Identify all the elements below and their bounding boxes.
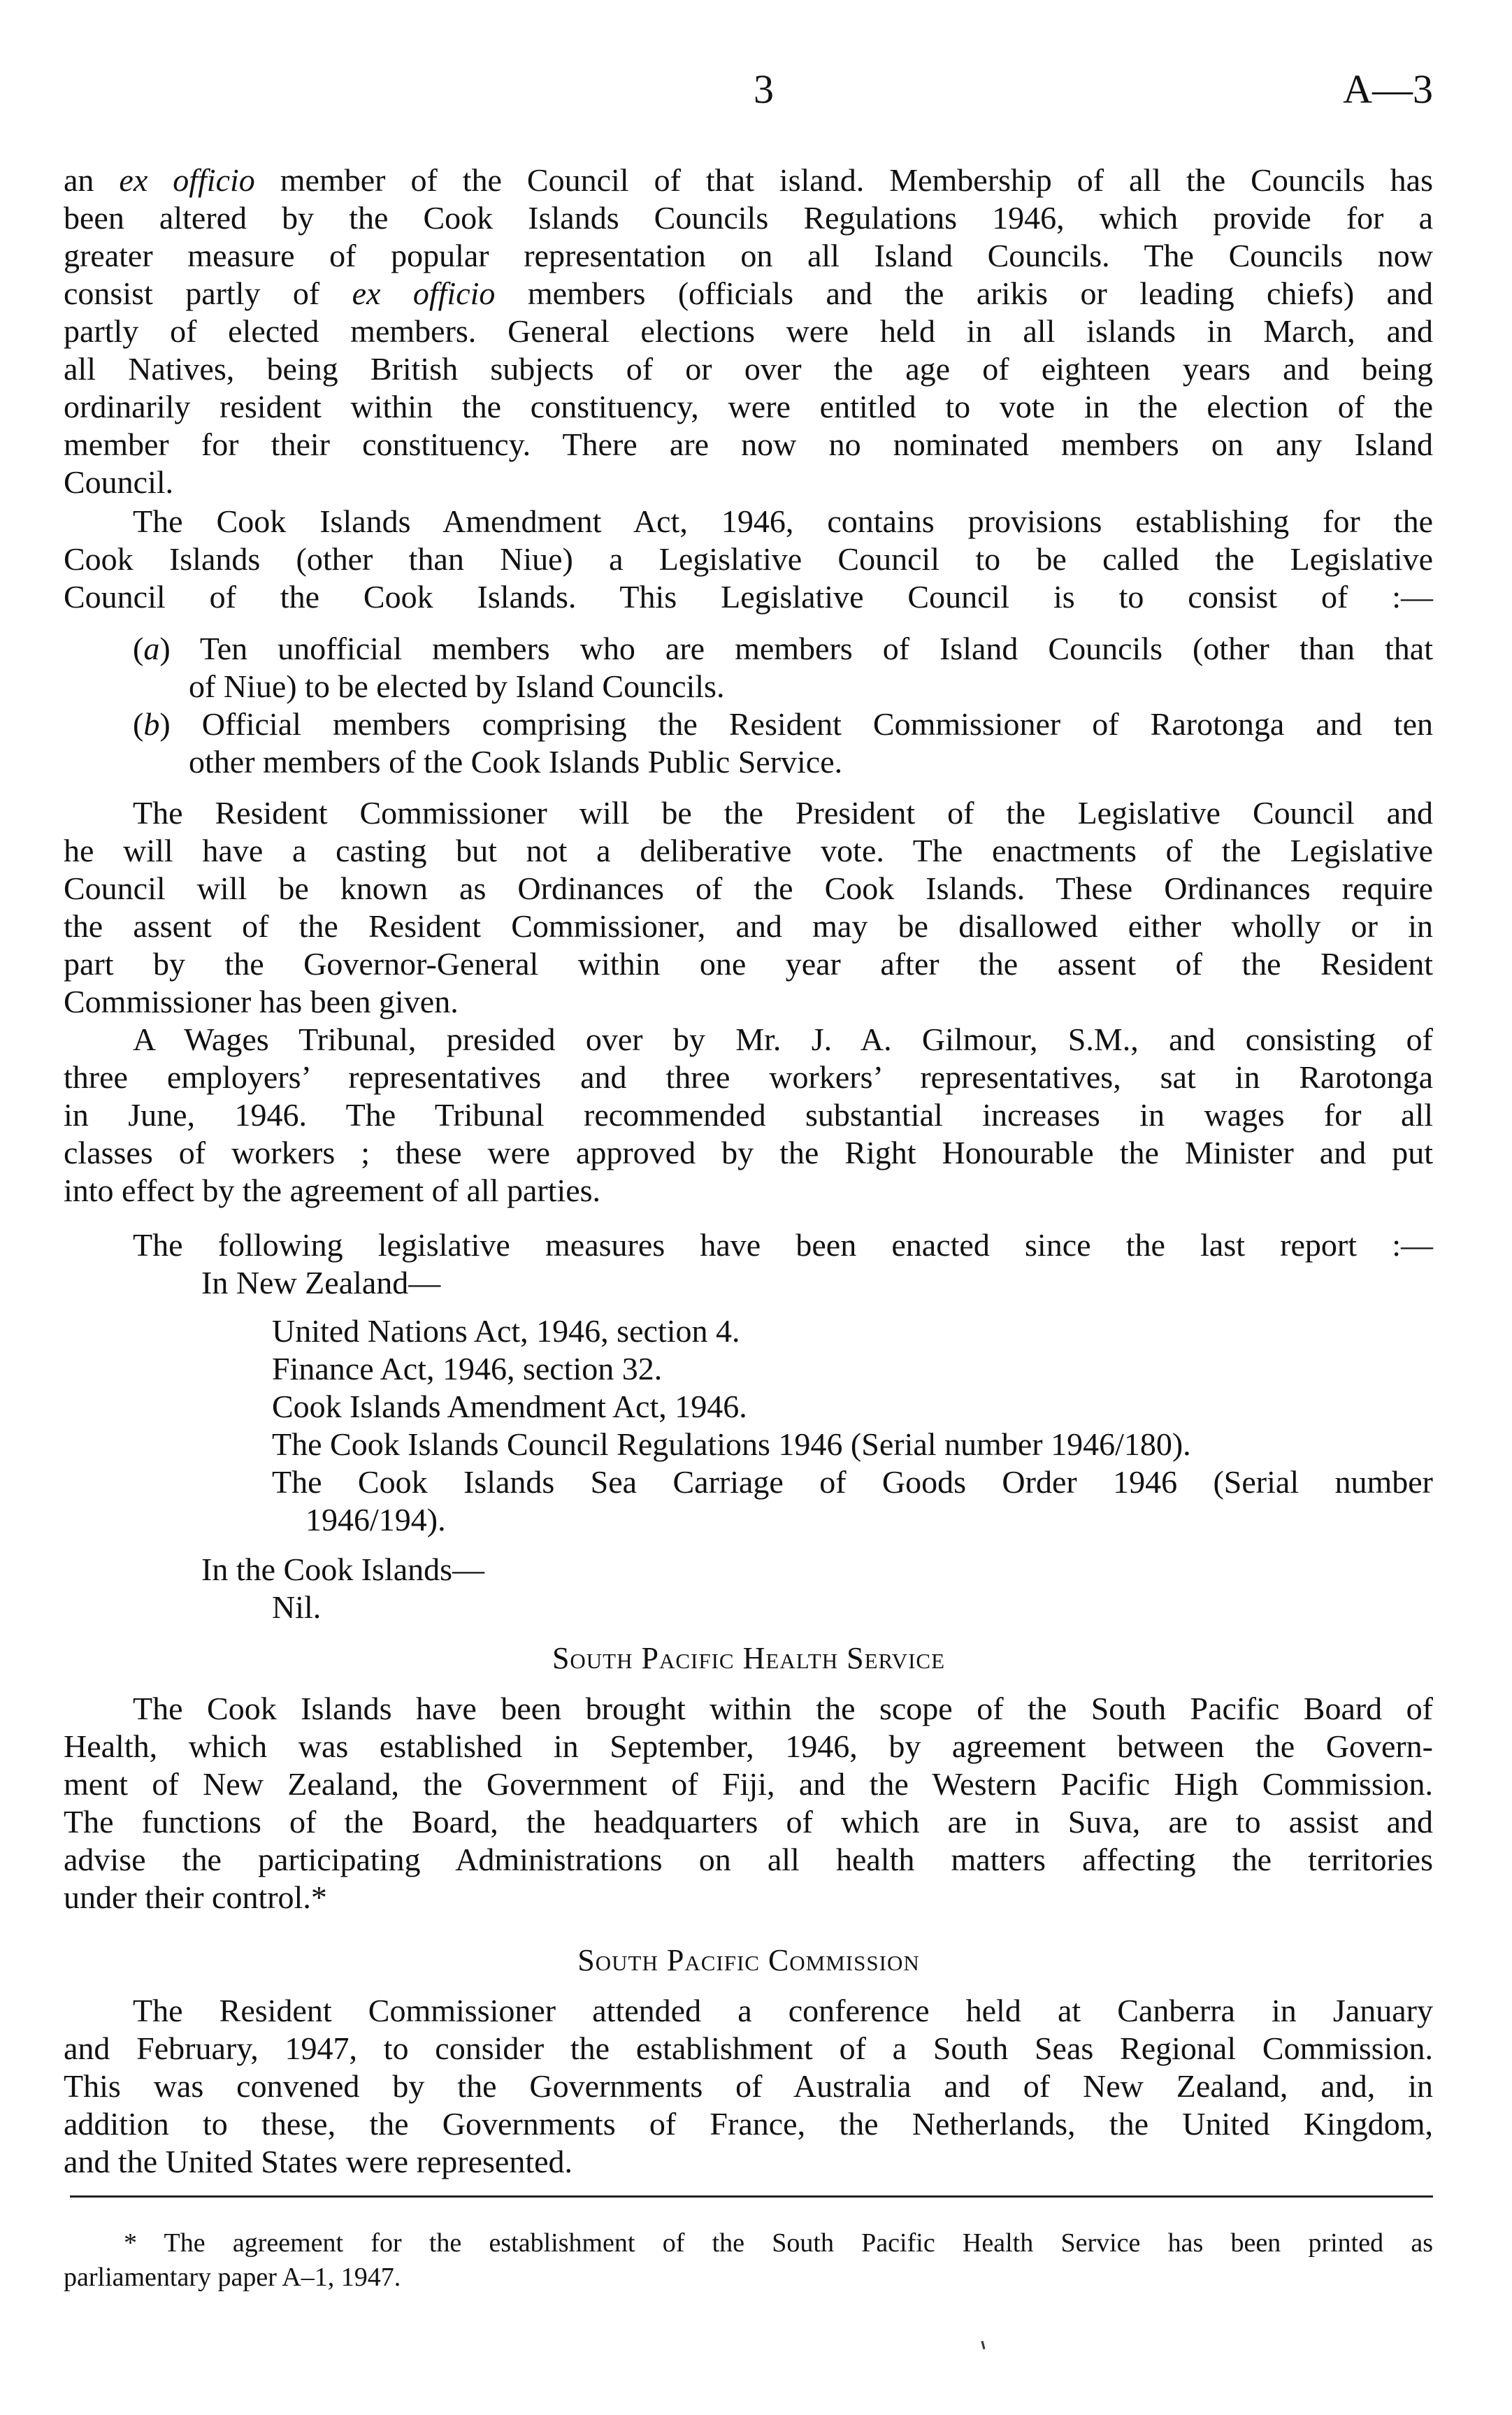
section-heading-south-pacific-commission: South Pacific Commission xyxy=(577,1943,920,1977)
text-segment: he will have a casting but not a deliberative vote. The enactments of the Legislative xyxy=(64,833,1433,869)
text-segment: United Nations Act, 1946, section 4. xyxy=(272,1313,740,1349)
text-line xyxy=(64,1803,1433,1841)
text-line xyxy=(64,1172,1433,1210)
text-segment: member for their constituency. There are now no nominated members on any Island xyxy=(64,427,1433,463)
text-line xyxy=(133,794,1433,832)
text-segment: The functions of the Board, the headquarters of which are in Suva, are to assist and xyxy=(64,1804,1433,1840)
text-segment: ( xyxy=(133,705,144,742)
text-segment: all Natives, being British subjects of or over the age of eighteen years and being xyxy=(64,351,1433,387)
text-line xyxy=(272,1589,1433,1626)
text-line xyxy=(64,1134,1433,1172)
text-segment: an xyxy=(64,162,120,199)
text-line xyxy=(133,630,1433,668)
text-line xyxy=(201,1264,1433,1302)
text-segment: Cook Islands (other than Niue) a Legislative Council to be called the Legislative xyxy=(64,541,1433,578)
text-segment: under their control.* xyxy=(64,1879,327,1916)
italic-text: ex officio xyxy=(352,275,496,312)
text-line xyxy=(64,1059,1433,1096)
text-segment: members (officials and the arikis or leading chiefs) and xyxy=(495,275,1433,312)
text-line xyxy=(64,237,1433,275)
text-segment: in June, 1946. The Tribunal recommended substantial increases in wages for all xyxy=(64,1097,1433,1133)
text-line xyxy=(64,983,1433,1021)
text-segment: been altered by the Cook Islands Councils Regulations 1946, which provide for a xyxy=(64,200,1433,236)
text-segment: ( xyxy=(133,630,144,666)
text-line xyxy=(305,1501,1433,1539)
text-line xyxy=(64,2105,1433,2143)
text-segment: This was convened by the Governments of Australia and of New Zealand, and, in xyxy=(64,2068,1433,2105)
text-line xyxy=(64,2260,1433,2295)
text-segment: Finance Act, 1946, section 32. xyxy=(272,1351,663,1387)
text-segment: ordinarily resident within the constituency, were entitled to vote in the election of the xyxy=(64,389,1433,425)
italic-text: a xyxy=(143,630,160,666)
text-segment: The Cook Islands Amendment Act, 1946, contains provisions establishing for the xyxy=(133,503,1433,540)
footnote-divider xyxy=(70,2195,1433,2198)
text-line xyxy=(64,388,1433,426)
text-line xyxy=(64,832,1433,870)
text-segment: The Cook Islands Sea Carriage of Goods Order 1946 (Serial number xyxy=(272,1464,1433,1500)
text-segment: Cook Islands Amendment Act, 1946. xyxy=(272,1389,747,1425)
stray-mark xyxy=(981,2341,985,2349)
text-line xyxy=(272,1426,1433,1463)
text-segment: consist partly of xyxy=(64,275,352,312)
text-segment: The Resident Commissioner attended a conference held at Canberra in January xyxy=(133,1993,1433,2029)
text-segment: In the Cook Islands— xyxy=(201,1552,485,1588)
text-line xyxy=(64,908,1433,945)
text-line xyxy=(64,275,1433,313)
text-segment: 1946/194). xyxy=(305,1502,446,1538)
text-line xyxy=(64,540,1433,578)
text-line xyxy=(189,743,1433,781)
page-number: 3 xyxy=(754,66,774,112)
text-line xyxy=(133,1021,1433,1059)
text-line xyxy=(272,1350,1433,1388)
text-line xyxy=(64,1765,1433,1803)
text-line xyxy=(64,350,1433,388)
text-line xyxy=(64,1728,1433,1765)
text-line xyxy=(64,1841,1433,1879)
text-line xyxy=(272,1463,1433,1501)
text-segment: and the United States were represented. xyxy=(64,2144,573,2180)
text-segment: classes of workers ; these were approved by the Right Honourable the Minister and put xyxy=(64,1135,1433,1171)
text-line xyxy=(64,199,1433,237)
text-line xyxy=(272,1312,1433,1350)
text-segment: other members of the Cook Islands Public Service. xyxy=(189,743,843,780)
text-line xyxy=(133,1226,1433,1264)
text-line xyxy=(64,1879,1433,1916)
text-line xyxy=(64,2143,1433,2181)
text-line xyxy=(64,2068,1433,2105)
text-segment: parliamentary paper A–1, 1947. xyxy=(64,2263,401,2293)
text-line xyxy=(201,1551,1433,1589)
text-segment: partly of elected members. General elections were held in all islands in March, and xyxy=(64,313,1433,350)
text-segment: greater measure of popular representation on all Island Councils. The Councils now xyxy=(64,238,1433,274)
text-line xyxy=(64,1096,1433,1134)
text-segment: of Niue) to be elected by Island Councils. xyxy=(189,668,725,704)
text-segment: into effect by the agreement of all parties. xyxy=(64,1173,601,1209)
text-segment: Health, which was established in September, 1946, by agreement between the Govern- xyxy=(64,1728,1433,1765)
text-segment: part by the Governor-General within one year after the assent of the Resident xyxy=(64,946,1433,982)
text-line xyxy=(64,2030,1433,2068)
text-segment: advise the participating Administrations on all health matters affecting the territories xyxy=(64,1842,1433,1878)
text-line xyxy=(64,313,1433,350)
text-segment: addition to these, the Governments of France, the Netherlands, the United Kingdom, xyxy=(64,2106,1433,2142)
text-line xyxy=(64,464,1433,501)
text-segment: The Cook Islands have been brought within the scope of the South Pacific Board of xyxy=(133,1691,1433,1727)
text-line xyxy=(133,705,1433,743)
text-segment: ) Ten unofficial members who are members of Island Councils (other than that xyxy=(159,630,1433,666)
text-segment: The Cook Islands Council Regulations 1946 (Serial number 1946/180). xyxy=(272,1426,1191,1463)
text-line xyxy=(124,2226,1433,2260)
text-segment: Council will be known as Ordinances of the Cook Islands. These Ordinances require xyxy=(64,870,1433,907)
text-segment: In New Zealand— xyxy=(201,1265,441,1300)
text-line xyxy=(189,668,1433,705)
paper-reference: A—3 xyxy=(1343,66,1433,112)
text-segment: and February, 1947, to consider the establishment of a South Seas Regional Commission. xyxy=(64,2030,1433,2067)
text-line xyxy=(64,578,1433,616)
italic-text: ex officio xyxy=(119,162,255,199)
text-segment: Commissioner has been given. xyxy=(64,984,459,1020)
text-segment: Nil. xyxy=(272,1589,322,1626)
text-segment: ment of New Zealand, the Government of Fiji, and the Western Pacific High Commission. xyxy=(64,1766,1433,1803)
text-segment: The Resident Commissioner will be the President of the Legislative Council and xyxy=(133,795,1433,831)
text-line xyxy=(133,503,1433,540)
text-segment: ) Official members comprising the Resident Commissioner of Rarotonga and ten xyxy=(159,705,1433,742)
text-segment: Council of the Cook Islands. This Legislative Council is to consist of :— xyxy=(64,579,1433,615)
text-segment: member of the Council of that island. Membership of all the Councils has xyxy=(254,162,1433,199)
text-line xyxy=(64,945,1433,983)
text-line xyxy=(64,162,1433,199)
text-line xyxy=(133,1690,1433,1728)
text-segment: the assent of the Resident Commissioner, and may be disallowed either wholly or in xyxy=(64,908,1433,945)
text-line xyxy=(272,1388,1433,1426)
text-segment: * The agreement for the establishment of the South Pacific Health Service has been printed as xyxy=(124,2228,1433,2258)
text-line xyxy=(133,1992,1433,2030)
text-segment: three employers’ representatives and three workers’ representatives, sat in Rarotonga xyxy=(64,1059,1433,1096)
text-segment: The following legislative measures have been enacted since the last report :— xyxy=(133,1227,1433,1263)
italic-text: b xyxy=(143,705,160,742)
text-line xyxy=(64,426,1433,464)
section-heading-south-pacific-health-service: South Pacific Health Service xyxy=(552,1641,946,1675)
text-segment: A Wages Tribunal, presided over by Mr. J. A. Gilmour, S.M., and consisting of xyxy=(133,1022,1433,1058)
text-line xyxy=(64,870,1433,908)
text-segment: Council. xyxy=(64,464,174,501)
